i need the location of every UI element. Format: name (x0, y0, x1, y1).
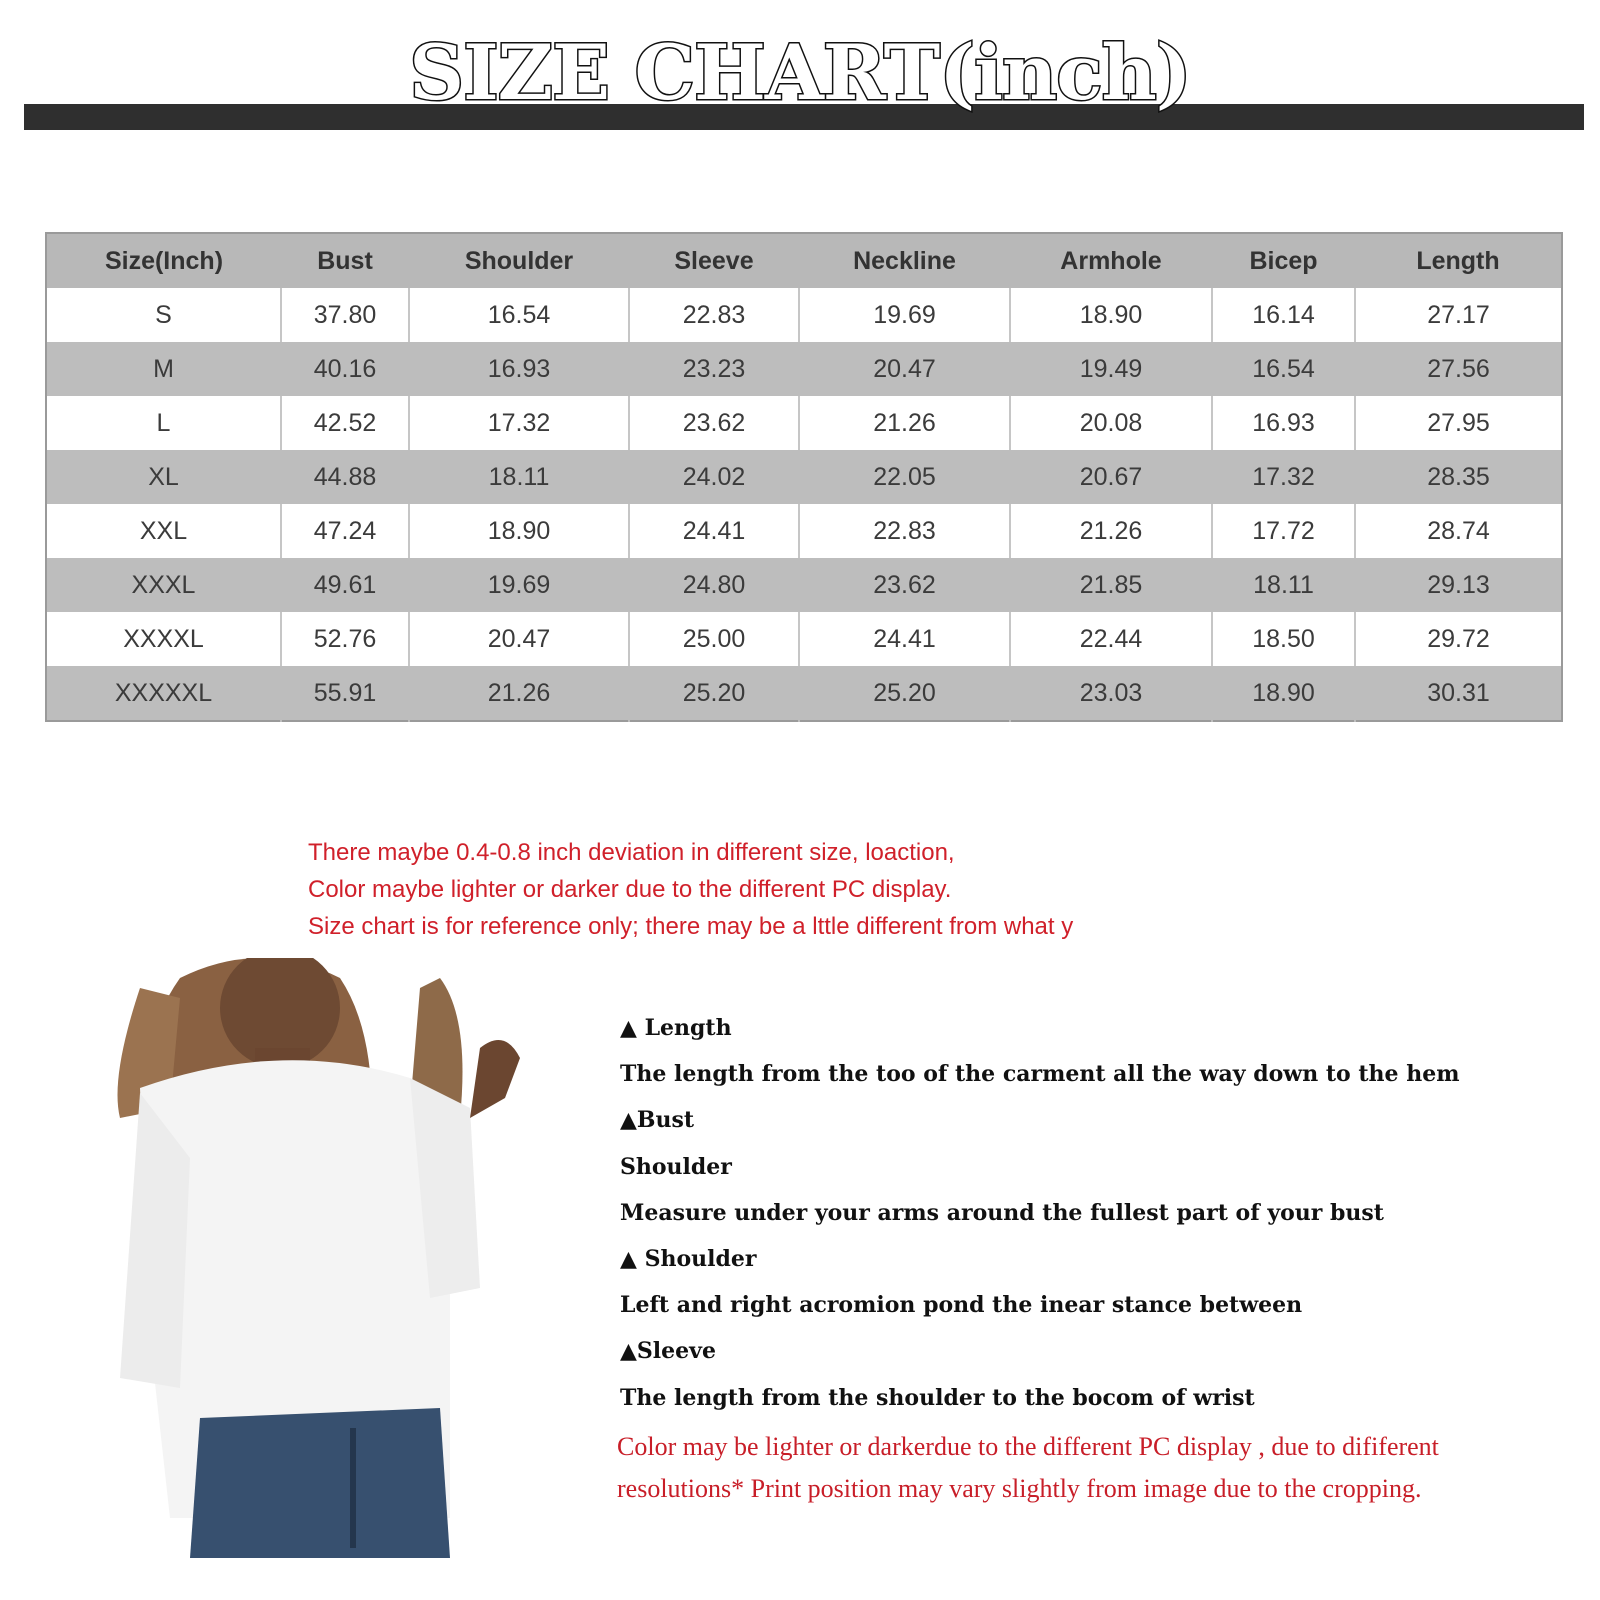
table-cell: S (155, 300, 172, 329)
table-cell: 29.72 (1355, 612, 1562, 666)
table-cell: 16.93 (1212, 396, 1355, 450)
table-cell: 16.54 (1212, 342, 1355, 396)
table-cell: 17.32 (1212, 450, 1355, 504)
table-cell: 20.67 (1010, 450, 1212, 504)
table-cell: 19.69 (409, 558, 629, 612)
table-cell: 27.17 (1355, 288, 1562, 342)
deviation-notes (308, 834, 1148, 945)
table-cell: 21.26 (409, 666, 629, 721)
table-row (46, 612, 1562, 666)
table-row (46, 666, 1562, 721)
table-cell: XL (46, 450, 281, 504)
column-header: Bicep (1212, 233, 1355, 288)
table-cell: 22.83 (799, 504, 1010, 558)
table-cell: 17.72 (1212, 504, 1355, 558)
table-row (46, 558, 1562, 612)
table-cell: 24.02 (629, 450, 799, 504)
disclaimer-line: resolutions* Print position may vary slightly from image due to the cropping. (617, 1474, 1422, 1503)
column-header: Armhole (1010, 233, 1212, 288)
guide-line: ▲ Length (620, 1015, 732, 1041)
guide-line: ▲ Shoulder (620, 1245, 757, 1272)
table-cell: 21.26 (799, 396, 1010, 450)
column-header: Neckline (799, 233, 1010, 288)
table-cell: 18.11 (1212, 558, 1355, 612)
size-table (45, 232, 1563, 722)
table-cell: 55.91 (281, 666, 409, 721)
disclaimer-line: Color may be lighter or darkerdue to the different PC display , due to dififerent (617, 1432, 1439, 1461)
table-cell: 44.88 (281, 450, 409, 504)
table-cell: 23.23 (629, 342, 799, 396)
color-disclaimer (617, 1426, 1547, 1510)
table-cell: M (46, 342, 281, 396)
table-cell: 20.47 (409, 612, 629, 666)
table-cell: 22.44 (1010, 612, 1212, 666)
table-cell: XXXXL (123, 624, 204, 653)
table-cell: 20.47 (799, 342, 1010, 396)
guide-line: Left and right acromion pond the inear stance between (620, 1292, 1303, 1319)
table-cell: 47.24 (281, 504, 409, 558)
table-cell: 24.41 (799, 612, 1010, 666)
table-cell: 18.90 (1212, 666, 1355, 721)
guide-line: Measure under your arms around the fullest part of your bust (620, 1199, 1384, 1226)
table-row (46, 342, 1562, 396)
table-cell: 28.74 (1355, 504, 1562, 558)
guide-line: The length from the too of the carment all the way down to the hem (620, 1061, 1460, 1088)
guide-line: ▲Bust (620, 1107, 695, 1134)
column-header: Shoulder (409, 233, 629, 288)
column-header: Length (1355, 233, 1562, 288)
table-cell: 23.62 (629, 396, 799, 450)
table-row (46, 504, 1562, 558)
table-cell: XXL (139, 516, 188, 545)
page-title: SIZE CHART(inch) (409, 28, 1191, 117)
table-cell: 18.11 (409, 450, 629, 504)
table-cell: L (156, 408, 171, 437)
table-cell: 18.90 (1010, 288, 1212, 342)
table-cell: 21.85 (1010, 558, 1212, 612)
table-cell: 28.35 (1355, 450, 1562, 504)
table-cell: 16.54 (409, 288, 629, 342)
table-cell: 17.32 (409, 396, 629, 450)
table-cell: 21.26 (1010, 504, 1212, 558)
table-cell: XXXL (46, 558, 281, 612)
table-cell: 19.49 (1010, 342, 1212, 396)
table-cell: 24.80 (629, 558, 799, 612)
table-cell: 37.80 (281, 288, 409, 342)
table-cell: 25.00 (629, 612, 799, 666)
note-line: There maybe 0.4-0.8 inch deviation in different size, loaction, (308, 839, 955, 866)
guide-line: Shoulder (620, 1153, 732, 1180)
guide-line: ▲Sleeve (620, 1338, 716, 1365)
table-cell: 25.20 (799, 666, 1010, 721)
table-cell: 40.16 (281, 342, 409, 396)
table-cell: 27.56 (1355, 342, 1562, 396)
table-cell: 29.13 (1355, 558, 1562, 612)
column-header: Sleeve (629, 233, 799, 288)
table-cell: 20.08 (1010, 396, 1212, 450)
table-cell: 49.61 (281, 558, 409, 612)
table-cell: 42.52 (281, 396, 409, 450)
model-photo (110, 958, 560, 1578)
table-cell: 19.69 (799, 288, 1010, 342)
table-row (46, 396, 1562, 450)
table-cell: 22.83 (629, 288, 799, 342)
table-cell: 24.41 (629, 504, 799, 558)
table-cell: 25.20 (629, 666, 799, 721)
table-cell: XXXXXL (46, 666, 281, 721)
table-cell: 18.50 (1212, 612, 1355, 666)
measurement-guide (620, 1005, 1570, 1421)
table-row (46, 288, 1562, 342)
table-cell: 22.05 (799, 450, 1010, 504)
table-cell: 52.76 (281, 612, 409, 666)
table-cell: 16.14 (1212, 288, 1355, 342)
table-cell: 23.03 (1010, 666, 1212, 721)
column-header: Bust (281, 233, 409, 288)
table-cell: 27.95 (1355, 396, 1562, 450)
table-cell: 30.31 (1355, 666, 1562, 721)
table-cell: 18.90 (409, 504, 629, 558)
table-cell: 16.93 (409, 342, 629, 396)
guide-line: The length from the shoulder to the bocom of wrist (620, 1384, 1255, 1411)
table-row (46, 450, 1562, 504)
table-cell: 23.62 (799, 558, 1010, 612)
table-header-row (46, 233, 1562, 288)
column-header: Size(Inch) (46, 233, 281, 288)
note-line: Color maybe lighter or darker due to the different PC display. (308, 876, 952, 903)
note-line: Size chart is for reference only; there may be a lttle different from what y (308, 913, 1074, 940)
